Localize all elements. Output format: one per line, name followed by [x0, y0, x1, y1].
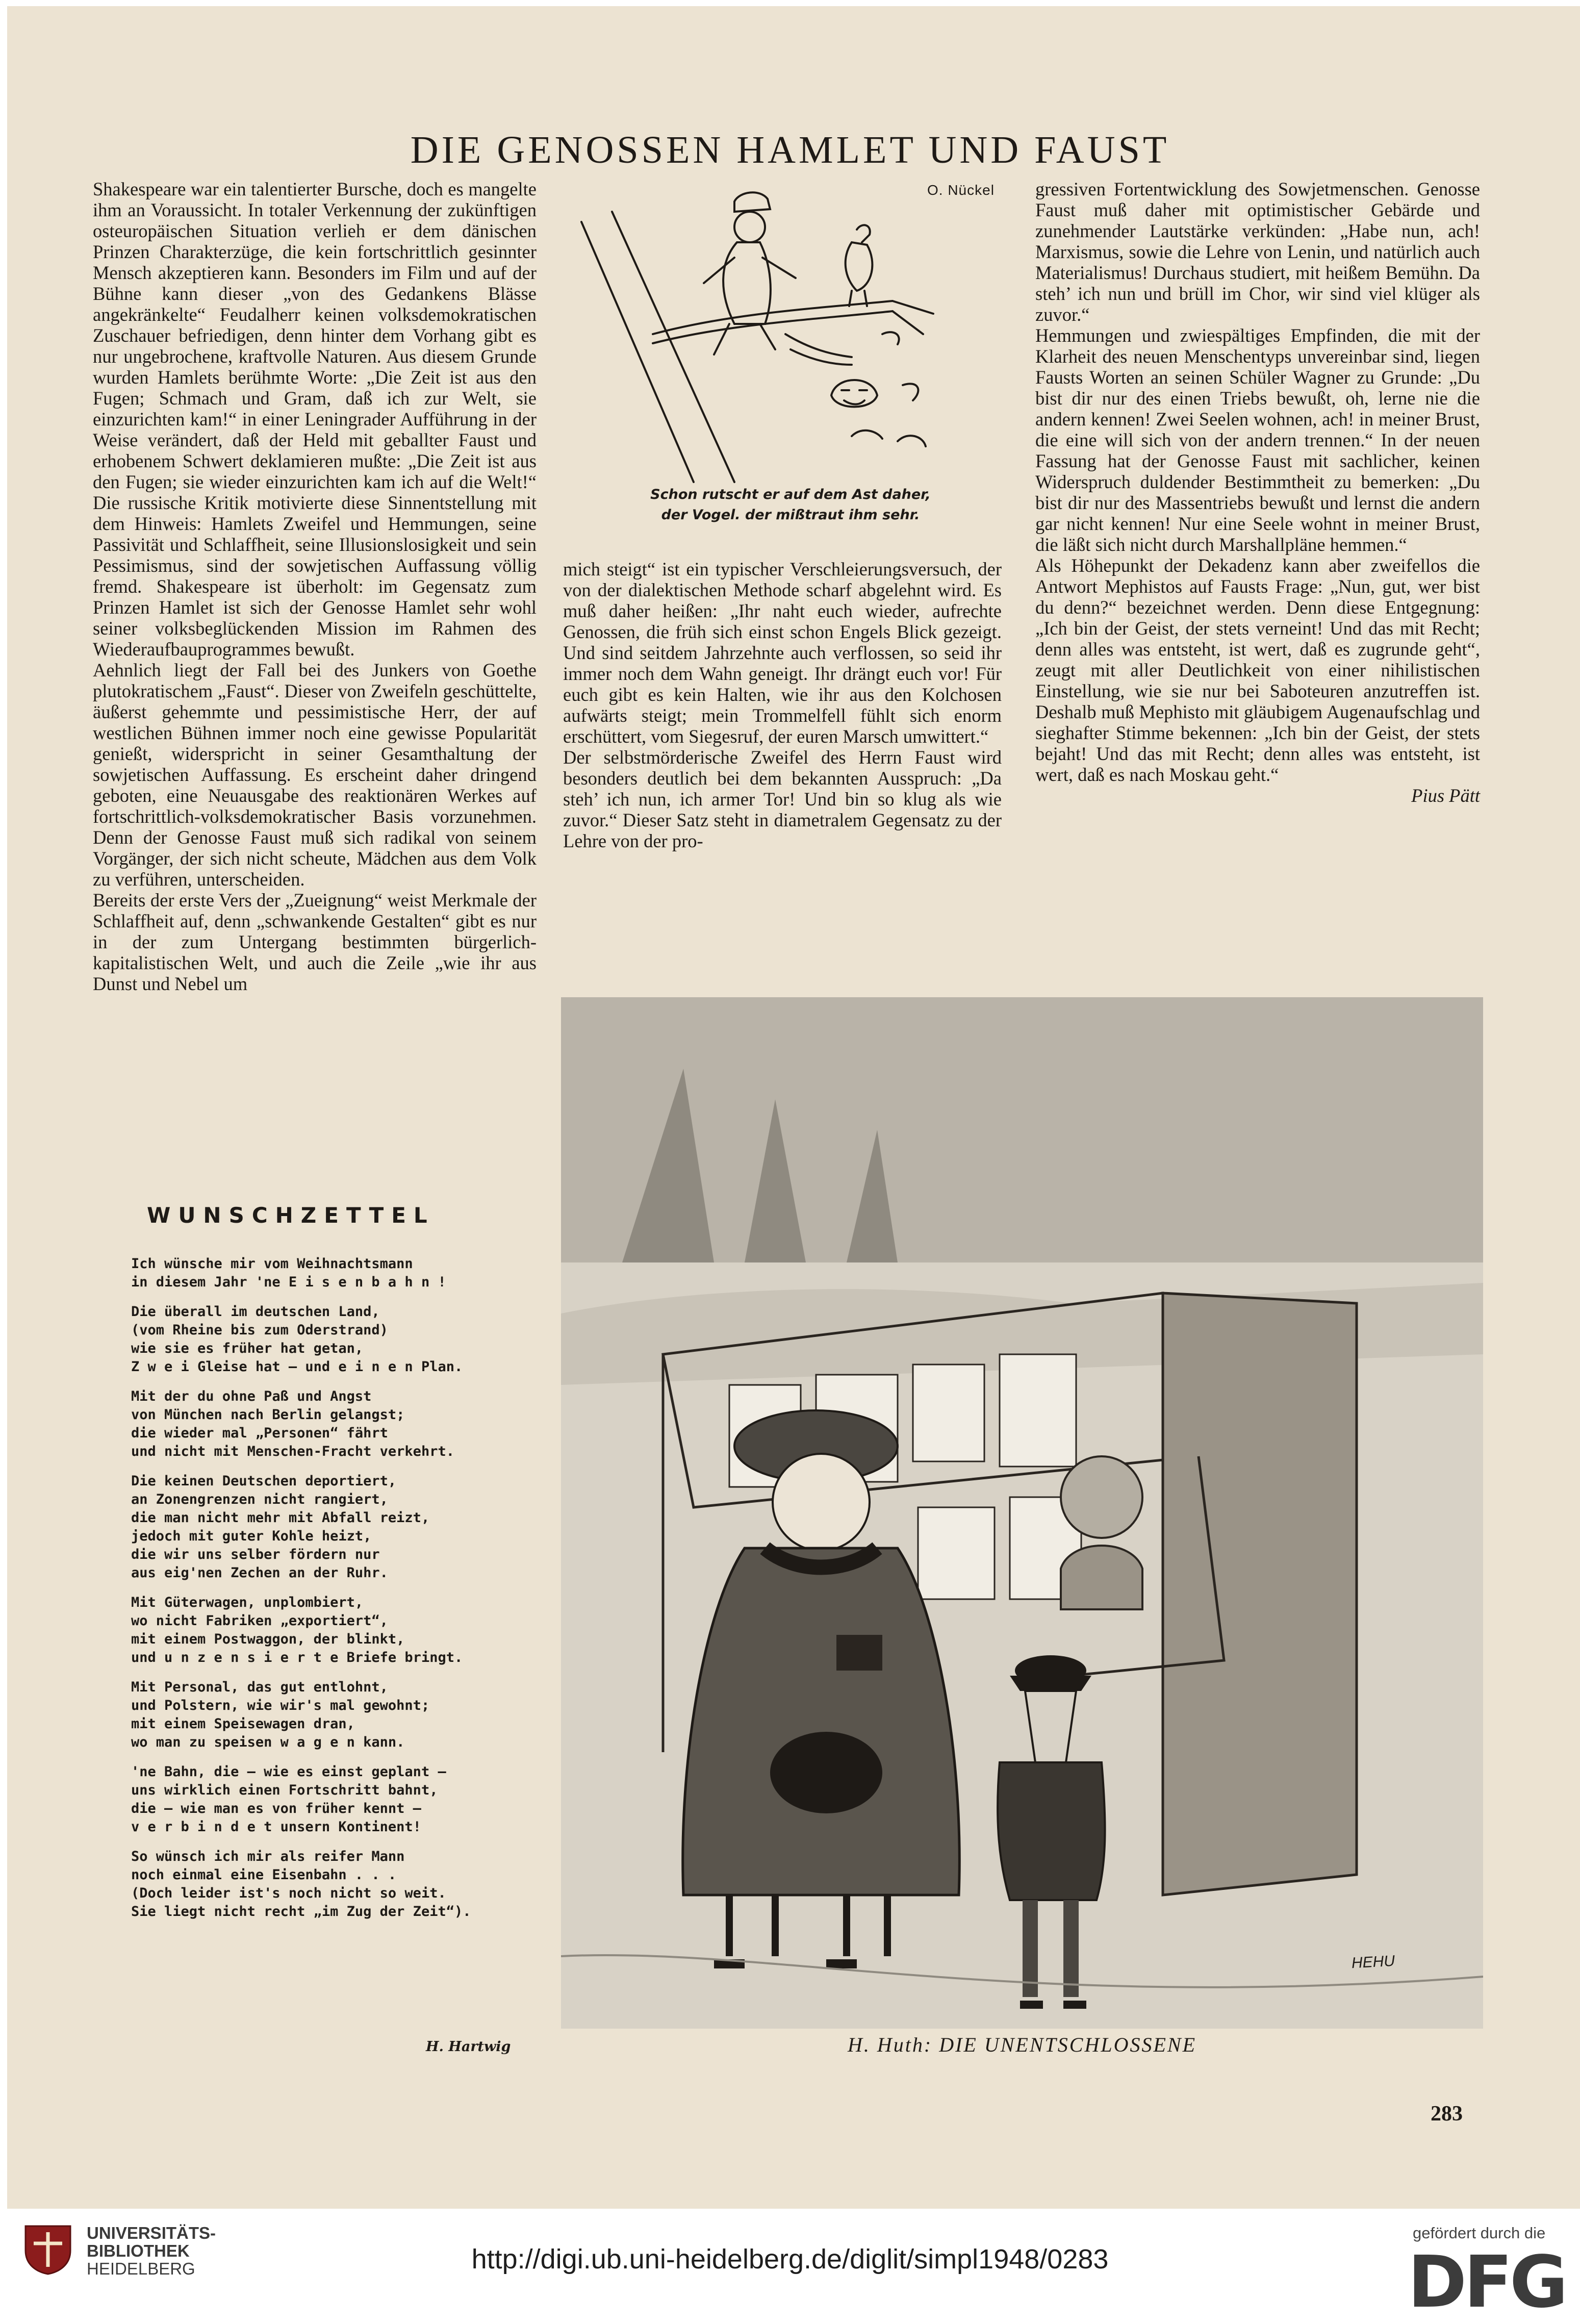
poem-stanza — [131, 1255, 549, 1292]
article-paragraph: Der selbstmörderische Zweifel des Herrn Faust wird besonders deutlich bei dem bekannten Ausspruch: „Da steh’ ich nun, ich armer Tor! Und bin so klug als wie zuvor.“ Dieser Satz steht in diametralem Gegensatz zu der Lehre von der pro- — [563, 747, 1002, 851]
funding-note: gefördert durch die — [1413, 2224, 1546, 2242]
poem-line: die wir uns selber fördern nur — [131, 1547, 380, 1562]
poem-line: wo man zu speisen w a g e n kann. — [131, 1734, 405, 1750]
poem-line: wie sie es früher hat getan, — [131, 1341, 364, 1356]
poem-stanza — [131, 1678, 549, 1752]
university-name-line: BIBLIOTHEK — [87, 2241, 190, 2260]
poem-line: (Doch leider ist's noch nicht so weit. — [131, 1885, 446, 1901]
article-paragraph: gressiven Fortentwicklung des Sowjetmenschen. Genosse Faust muß daher mit optimistischer Gebärde und zunehmender Lautstärke verkünden: „Habe nun, ach! Marxismus, sowie die Lehre von Lenin, und natürlich auch Materialismus! Durchaus studiert, mit heißem Bemühn. Da steh’ ich nun und brüll im Chor, wir sind viel klüger als zuvor.“ — [1035, 179, 1480, 325]
poem-line: noch einmal eine Eisenbahn . . . — [131, 1867, 397, 1883]
poem-line: die — wie man es von früher kennt — — [131, 1801, 421, 1816]
poem-line: Die überall im deutschen Land, — [131, 1304, 380, 1320]
dfg-logo: DFG — [1408, 2241, 1565, 2324]
poem-line: wo nicht Fabriken „exportiert“, — [131, 1613, 388, 1629]
article-column-3 — [1035, 179, 1480, 806]
poem-line: aus eig'nen Zechen an der Ruhr. — [131, 1565, 388, 1581]
poem-line: 'ne Bahn, die — wie es einst geplant — — [131, 1764, 446, 1780]
poem-line: Mit Güterwagen, unplombiert, — [131, 1595, 364, 1610]
poem-line: So wünsch ich mir als reifer Mann — [131, 1849, 405, 1864]
poem-line: Ich wünsche mir vom Weihnachtsmann — [131, 1256, 413, 1272]
poem-line: Mit Personal, das gut entlohnt, — [131, 1679, 388, 1695]
poem-line: Z w e i Gleise hat — und e i n e n Plan. — [131, 1359, 463, 1375]
poem-line: Sie liegt nicht recht „im Zug der Zeit“). — [131, 1904, 471, 1919]
poem-stanza — [131, 1763, 549, 1836]
cartoon-illustration — [566, 181, 1015, 487]
poem-line: von München nach Berlin gelangst; — [131, 1407, 405, 1423]
article-author: Pius Pätt — [1411, 785, 1480, 806]
page-number: 283 — [1431, 2102, 1463, 2126]
market-stall-illustration — [561, 997, 1483, 2029]
poem-line: und Polstern, wie wir's mal gewohnt; — [131, 1698, 430, 1713]
poem-line: in diesem Jahr 'ne E i s e n b a h n ! — [131, 1274, 446, 1290]
cartoon-credit: O. Nückel — [927, 182, 995, 198]
poem-line: jedoch mit guter Kohle heizt, — [131, 1528, 372, 1544]
poem-line: und nicht mit Menschen-Fracht verkehrt. — [131, 1444, 454, 1459]
poem-line: (vom Rheine bis zum Oderstrand) — [131, 1322, 388, 1338]
article-paragraph: mich steigt“ ist ein typischer Verschleierungsversuch, der von der dialektischen Methode scharf abgelehnt wird. Es muß daher heißen: „Ihr naht euch wieder, aufrechte Genossen, die früh sich einst schon Engels Blick gezeigt. Und sind seitdem Jahrzehnte auch verflossen, so seid ihr immer noch dem Wahn geneigt. Ihr drängt euch vor! Für euch gibt es kein Halten, wie ihr aus den Kolchosen aufwärts steigt; mein Trommelfell fühlt sich enorm erschüttert, vom Siegesruf, der euren Marsch umwittert.“ — [563, 559, 1002, 747]
poem-stanza — [131, 1848, 549, 1921]
poem-stanza — [131, 1303, 549, 1376]
poem-title: WUNSCHZETTEL — [147, 1203, 435, 1228]
poem-line: mit einem Speisewagen dran, — [131, 1716, 355, 1732]
poem-line: die wieder mal „Personen“ fährt — [131, 1425, 388, 1441]
article-paragraph: Shakespeare war ein talentierter Bursche, doch es mangelte ihm an Voraussicht. In totaler Verkennung der zukünftigen osteuropäischen Situation verlieh er dem dänischen Prinzen Charakterzüge, die kein fortschrittlich gesinnter Mensch akzeptieren kann. Besonders im Film und auf der Bühne kann dieser „von des Gedankens Blässe angekränkelte“ Feudalherr keinen volksdemokratischen Zuschauer befriedigen, denn hinter dem Vorhang gibt es nur ungebrochene, kraftvolle Naturen. Aus diesem Grunde wurden Hamlets berühmte Worte: „Die Zeit ist aus den Fugen; Schmach und Gram, daß ich zur Welt, sie einzurichten kam!“ in einer Leningrader Aufführung in der Weise verändert, daß der Held mit geballter Faust und erhobenem Schwert deklamieren mußte: „Die Zeit ist aus den Fugen; sie wieder einzurichten kam ich auf die Welt!“ Die russische Kritik motivierte diese Sinnentstellung mit dem Hinweis: Hamlets Zweifel und Hemmungen, seine Passivität und Schlaffheit, seine Illusionslosigkeit und sein Pessimismus, sind der sowjetischen Auffassung völlig fremd. Shakespeare ist überholt: im Gegensatz zum Prinzen Hamlet ist sich der Genosse Hamlet sehr wohl seiner volksbeglückenden Mission im Rahmen des Wiederaufbauprogrammes bewußt. — [93, 179, 537, 660]
cartoon-caption-line: Schon rutscht er auf dem Ast daher, — [650, 487, 931, 502]
article-paragraph: Bereits der erste Vers der „Zueignung“ weist Merkmale der Schlaffheit auf, denn „schwankende Gestalten“ gibt es nur in der zum Untergang bestimmten bürgerlich-kapitalistischen Welt, und auch die Zeile „wie ihr aus Dunst und Nebel um — [93, 890, 537, 994]
article-paragraph: Aehnlich liegt der Fall bei des Junkers von Goethe plutokratischem „Faust“. Dieser von Zweifeln geschüttelte, äußerst gehemmte und pessimistische Herr, der auf westlichen Bühnen immer noch eine gewisse Popularität genießt, widerspricht in seiner Gesamthaltung der sowjetischen Auffassung. Es erscheint daher dringend geboten, eine Neuausgabe des reaktionären Werkes auf fortschrittlich-volksdemokratischer Basis vorzunehmen. Denn der Genosse Faust muß sich radikal von seinem Vorgänger, der sich nicht scheute, Mädchen aus dem Volk zu verführen, unterscheiden. — [93, 660, 537, 890]
university-name-line: HEIDELBERG — [87, 2259, 195, 2278]
source-url-link[interactable]: http://digi.ub.uni-heidelberg.de/diglit/simpl1948/0283 — [471, 2244, 1109, 2275]
poem-line: Die keinen Deutschen deportiert, — [131, 1473, 397, 1489]
poem-line: v e r b i n d e t unsern Kontinent! — [131, 1819, 421, 1835]
illustration-caption: H. Huth: DIE UNENTSCHLOSSENE — [847, 2033, 1197, 2056]
poem — [131, 1255, 549, 1932]
poem-line: die man nicht mehr mit Abfall reizt, — [131, 1510, 430, 1526]
poem-stanza — [131, 1387, 549, 1461]
poem-line: mit einem Postwaggon, der blinkt, — [131, 1631, 405, 1647]
article-column-2 — [563, 559, 1002, 851]
illustration-signature: HEHU — [1351, 1952, 1395, 1972]
cartoon-caption-line: der Vogel. der mißtraut ihm sehr. — [661, 507, 920, 523]
article-title: DIE GENOSSEN HAMLET UND FAUST — [410, 128, 1170, 171]
poem-line: und u n z e n s i e r t e Briefe bringt. — [131, 1650, 463, 1665]
article-column-1 — [93, 179, 537, 994]
poem-line: an Zonengrenzen nicht rangiert, — [131, 1492, 388, 1507]
poem-stanza — [131, 1594, 549, 1667]
article-paragraph: Als Höhepunkt der Dekadenz kann aber zweifellos die Antwort Mephistos auf Fausts Frage: „Nun, gut, wer bist du denn?“ bezeichnet werden. Denn diese Entgegnung: „Ich bin der Geist, der stets verneint! Und das mit Recht; denn alles was entsteht, ist wert, daß es zugrunde geht“, zeugt mit aller Deutlichkeit von einer nihilistischen Einstellung, wie sie nur bei Saboteuren anzutreffen ist. Deshalb muß Mephisto mit gläubigem Augenaufschlag und sieghafter Stimme bekennen: „Ich bin der Geist, der stets bejaht! Und das mit Recht; denn alles was entsteht, ist wert, daß es nach Moskau geht.“ — [1035, 555, 1480, 785]
poem-stanza — [131, 1472, 549, 1582]
article-paragraph: Hemmungen und zwiespältiges Empfinden, die mit der Klarheit des neuen Menschentyps unvereinbar sind, liegen Fausts Worten an seinen Schüler Wagner zu Grunde: „Du bist dir nur des einen Triebs bewußt, oh, lerne nie die andern kennen! Zwei Seelen wohnen, ach! in meiner Brust, die eine will sich von der andern trennen.“ In der neuen Fassung hat der Genosse Faust mit sachlicher, keinen Widerspruch duldender Bestimmtheit zu bemerken: „Du bist dir nur des Massentriebs bewußt und lernst die andern gar nicht kennen! Nur eine Seele wohnt in meiner Brust, die läßt sich nicht durch Marshallpläne hemmen.“ — [1035, 325, 1480, 555]
university-name-line: UNIVERSITÄTS- — [87, 2224, 216, 2242]
poem-line: uns wirklich einen Fortschritt bahnt, — [131, 1782, 438, 1798]
cartoon-caption — [566, 485, 1015, 525]
poem-line: Mit der du ohne Paß und Angst — [131, 1388, 372, 1404]
poem-author: H. Hartwig — [426, 2039, 511, 2055]
